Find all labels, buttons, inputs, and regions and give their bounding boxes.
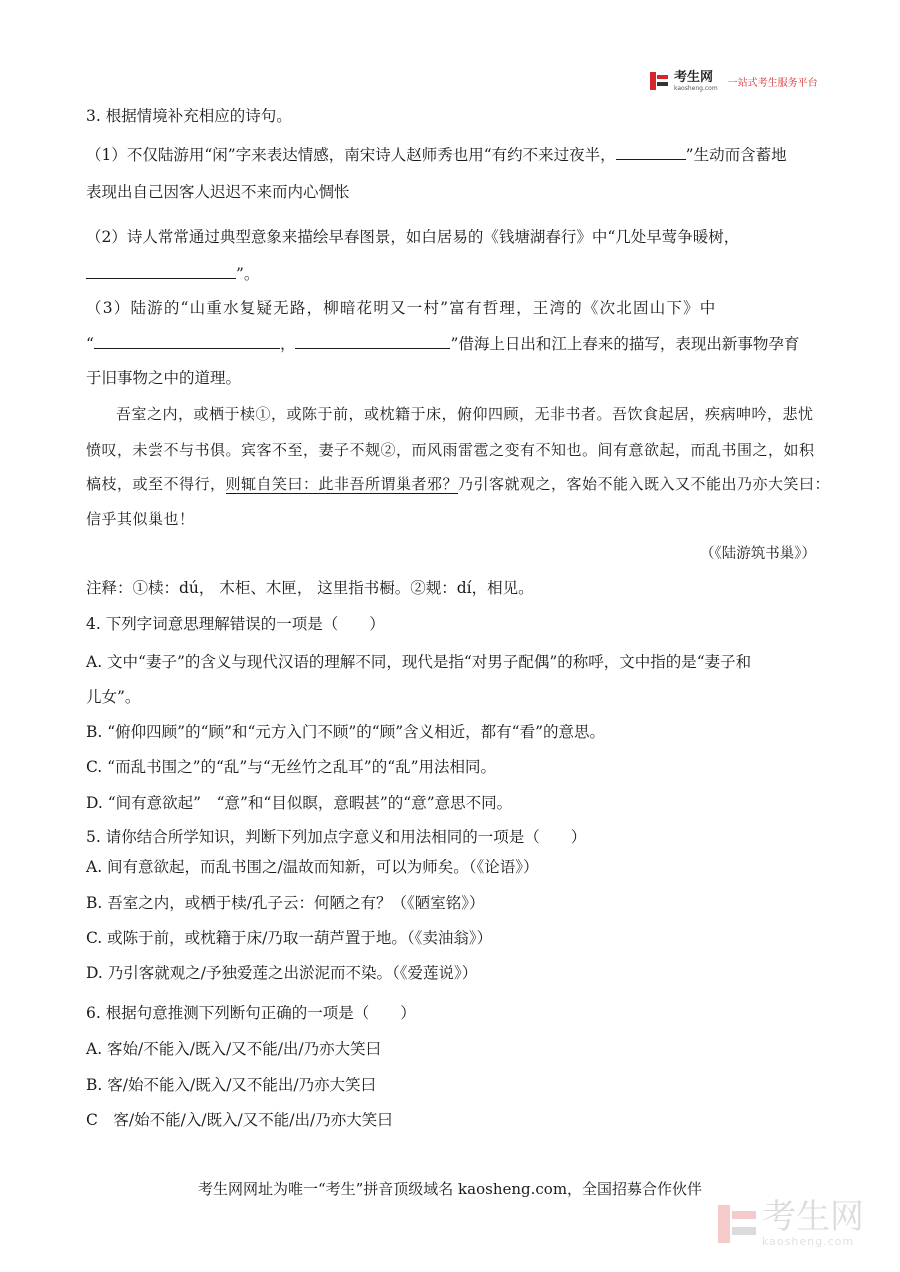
q5-option-c: C. 或陈于前，或枕籍于床/乃取一葫芦置于地。（《卖油翁》） <box>86 929 493 947</box>
q3-part1-text: （1）不仅陆游用“闲”字来表达情感，南宋诗人赵师秀也用“有约不来过夜半， <box>86 146 616 164</box>
q5-title: 5. 请你结合所学知识，判断下列加点字意义和用法相同的一项是（ ） <box>86 828 587 846</box>
q5-option-b: B. 吾室之内，或栖于椟/孔子云：何陋之有？（《陋室铭》） <box>86 894 485 912</box>
q3-part1-text-end: ”生动而含蓄地 <box>685 146 787 164</box>
q3-part1-line2: 表现出自己因客人迟迟不来而内心惆怅 <box>86 183 350 201</box>
q3-part1-line1 <box>86 143 787 165</box>
q4-option-b: B. “俯仰四顾”的“顾”和“元方入门不顾”的“顾”含义相近，都有“看”的意思。 <box>86 723 605 741</box>
passage-line-2: 愤叹，未尝不与书俱。宾客不至，妻子不觌②，而风雨雷雹之变有不知也。间有意欲起，而乱书围之，如积 <box>86 441 815 459</box>
passage-line-4: 信乎其似巢也！ <box>86 510 195 528</box>
answer-blank <box>295 334 450 349</box>
passage-source: （《陆游筑书巢》） <box>700 546 816 562</box>
header-logo <box>650 70 818 92</box>
watermark-icon <box>718 1205 756 1243</box>
answer-blank <box>86 264 236 279</box>
q6-option-c: C 客/始不能/入/既入/又不能/出/乃亦大笑曰 <box>86 1111 393 1129</box>
passage-line-3-start: 槁枝，或至不得行， <box>86 475 226 493</box>
logo-url: kaosheng.com <box>674 84 718 92</box>
watermark-logo <box>718 1197 864 1248</box>
watermark-name: 考生网 <box>762 1197 864 1237</box>
q5-option-a: A. 间有意欲起，而乱书围之/温故而知新，可以为师矣。（《论语》） <box>86 858 539 876</box>
q3-part3-line1: （3）陆游的“山重水复疑无路，柳暗花明又一村”富有哲理，王湾的《次北固山下》中 <box>86 299 717 317</box>
answer-blank <box>94 334 280 349</box>
answer-blank <box>616 145 686 160</box>
q5-option-d: D. 乃引客就观之/予独爱莲之出淤泥而不染。（《爱莲说》） <box>86 964 478 982</box>
logo-icon <box>650 72 668 90</box>
q4-option-a-line1: A. 文中“妻子”的含义与现代汉语的理解不同，现代是指“对男子配偶”的称呼，文中指的是“妻子和 <box>86 653 752 671</box>
q3-part2-line1: （2）诗人常常通过典型意象来描绘早春图景，如白居易的《钱塘湖春行》中“几处早莺争暖树， <box>86 228 740 246</box>
comma: ， <box>279 335 296 353</box>
q3-part2-line2 <box>86 262 259 284</box>
q6-title: 6. 根据句意推测下列断句正确的一项是（ ） <box>86 1004 416 1022</box>
q4-option-d: D. “间有意欲起” “意”和“目似瞑，意暇甚”的“意”意思不同。 <box>86 794 513 812</box>
q3-part3-line2 <box>86 332 799 354</box>
underlined-sentence: 则辄自笑曰：此非吾所谓巢者邪？ <box>225 475 459 493</box>
q4-title: 4. 下列字词意思理解错误的一项是（ ） <box>86 615 385 633</box>
logo-name: 考生网 <box>674 69 714 85</box>
page-footer: 考生网网址为唯一“考生”拼音顶级域名 kaosheng.com，全国招募合作伙伴 <box>197 1180 703 1198</box>
passage-note: 注释：①椟：dú， 木柜、木匣， 这里指书橱。②觌：dí，相见。 <box>86 579 534 597</box>
q4-option-a-line2: 儿女”。 <box>86 688 141 706</box>
quote-open: “ <box>86 335 94 353</box>
logo-slogan: 一站式考生服务平台 <box>727 77 818 89</box>
passage-line-3-end: 乃引客就观之，客始不能入既入又不能出乃亦大笑曰： <box>458 475 831 493</box>
q3-part3-line3: 于旧事物之中的道理。 <box>86 369 242 387</box>
q6-option-b: B. 客/始不能入/既入/又不能出/乃亦大笑曰 <box>86 1076 377 1094</box>
passage-line-3 <box>86 473 830 494</box>
passage-line-1: 吾室之内，或栖于椟①，或陈于前，或枕籍于床，俯仰四顾，无非书者。吾饮食起居，疾病呻吟，悲忧 <box>116 405 814 423</box>
q4-option-c: C. “而乱书围之”的“乱”与“无丝竹之乱耳”的“乱”用法相同。 <box>86 758 497 776</box>
watermark-url: kaosheng.com <box>762 1235 855 1248</box>
q6-option-a: A. 客始/不能入/既入/又不能/出/乃亦大笑曰 <box>86 1040 382 1058</box>
q3-part3-text: ”借海上日出和江上春来的描写，表现出新事物孕育 <box>450 335 800 353</box>
q3-part2-end: ”。 <box>236 265 260 283</box>
q3-title: 3. 根据情境补充相应的诗句。 <box>86 107 292 125</box>
